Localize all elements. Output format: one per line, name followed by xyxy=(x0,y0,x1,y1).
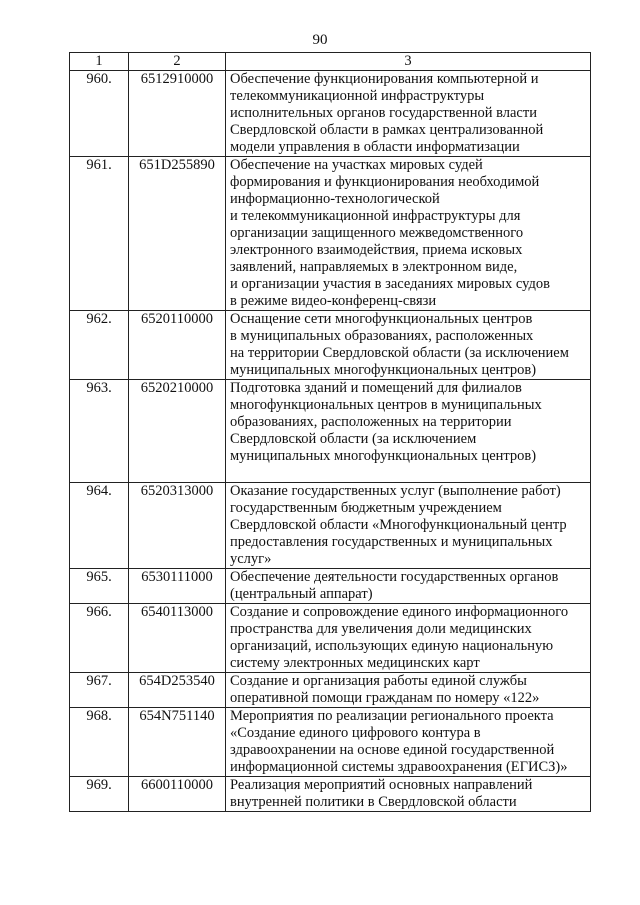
description-line: (центральный аппарат) xyxy=(230,586,373,602)
description-line: в режиме видео-конференц-связи xyxy=(230,293,437,309)
row-description xyxy=(226,157,591,311)
description-line: Оказание государственных услуг (выполнение работ) xyxy=(230,483,561,499)
row-number: 960. xyxy=(70,71,129,157)
description-line: оперативной помощи гражданам по номеру «122» xyxy=(230,690,540,706)
description-line: информационной системы здравоохранения (ЕГИСЗ)» xyxy=(230,759,568,775)
row-code: 6520210000 xyxy=(129,380,226,483)
description-line: Свердловской области «Многофункциональный центр xyxy=(230,517,567,533)
description-line: информационно-технологической xyxy=(230,191,440,207)
description-line: «Создание единого цифрового контура в xyxy=(230,725,481,741)
description-line: Мероприятия по реализации регионального проекта xyxy=(230,708,554,724)
row-number: 963. xyxy=(70,380,129,483)
description-line: Подготовка зданий и помещений для филиалов xyxy=(230,380,522,396)
table-row xyxy=(70,708,591,777)
description-line: услуг» xyxy=(230,551,272,567)
row-number: 967. xyxy=(70,673,129,708)
description-line: пространства для увеличения доли медицинских xyxy=(230,621,532,637)
description-line: Обеспечение деятельности государственных органов xyxy=(230,569,559,585)
column-header-description: 3 xyxy=(226,53,591,71)
table-row xyxy=(70,569,591,604)
row-description xyxy=(226,380,591,483)
row-number: 965. xyxy=(70,569,129,604)
row-number: 964. xyxy=(70,483,129,569)
description-line: муниципальных многофункциональных центров) xyxy=(230,362,537,378)
row-description xyxy=(226,71,591,157)
description-line: Реализация мероприятий основных направлений xyxy=(230,777,533,793)
description-line: формирования и функционирования необходимой xyxy=(230,174,540,190)
table-row xyxy=(70,380,591,483)
description-line: Обеспечение на участках мировых судей xyxy=(230,157,483,173)
table-row xyxy=(70,483,591,569)
page-number: 90 xyxy=(312,32,328,48)
row-description xyxy=(226,777,591,812)
description-line xyxy=(230,465,586,482)
description-line: на территории Свердловской области (за исключением xyxy=(230,345,569,361)
description-line: электронного взаимодействия, приема исковых xyxy=(230,242,523,258)
row-code: 6600110000 xyxy=(129,777,226,812)
description-line: Оснащение сети многофункциональных центров xyxy=(230,311,533,327)
row-description xyxy=(226,604,591,673)
description-line: в муниципальных образованиях, расположенных xyxy=(230,328,534,344)
description-line: систему электронных медицинских карт xyxy=(230,655,480,671)
row-description xyxy=(226,673,591,708)
row-description xyxy=(226,483,591,569)
description-line: модели управления в области информатизации xyxy=(230,139,520,155)
description-line: многофункциональных центров в муниципальных xyxy=(230,397,542,413)
description-line: государственным бюджетным учреждением xyxy=(230,500,502,516)
table-row xyxy=(70,71,591,157)
row-description xyxy=(226,708,591,777)
row-number: 968. xyxy=(70,708,129,777)
row-description xyxy=(226,311,591,380)
row-code: 6512910000 xyxy=(129,71,226,157)
description-line: телекоммуникационной инфраструктуры xyxy=(230,88,485,104)
table-row xyxy=(70,673,591,708)
row-code: 6540113000 xyxy=(129,604,226,673)
description-line: исполнительных органов государственной власти xyxy=(230,105,537,121)
description-line: Создание и сопровождение единого информационного xyxy=(230,604,569,620)
description-line: заявлений, направляемых в электронном виде, xyxy=(230,259,518,275)
description-line: муниципальных многофункциональных центров) xyxy=(230,448,537,464)
row-code: 651D255890 xyxy=(129,157,226,311)
row-code: 6530111000 xyxy=(129,569,226,604)
table-row xyxy=(70,157,591,311)
row-number: 966. xyxy=(70,604,129,673)
description-line: Обеспечение функционирования компьютерной и xyxy=(230,71,539,87)
budget-codes-table xyxy=(69,52,591,812)
row-description xyxy=(226,569,591,604)
description-line: Свердловской области в рамках централизованной xyxy=(230,122,544,138)
row-code: 654N751140 xyxy=(129,708,226,777)
row-code: 6520110000 xyxy=(129,311,226,380)
description-line: предоставления государственных и муниципальных xyxy=(230,534,553,550)
table-header-row xyxy=(70,53,591,71)
description-line: внутренней политики в Свердловской области xyxy=(230,794,517,810)
description-line: и телекоммуникационной инфраструктуры для xyxy=(230,208,521,224)
column-header-code: 2 xyxy=(129,53,226,71)
column-header-number: 1 xyxy=(70,53,129,71)
row-number: 961. xyxy=(70,157,129,311)
description-line: организации защищенного межведомственного xyxy=(230,225,524,241)
row-number: 969. xyxy=(70,777,129,812)
description-line: организаций, использующих единую национальную xyxy=(230,638,554,654)
table-row xyxy=(70,777,591,812)
row-code: 654D253540 xyxy=(129,673,226,708)
description-line: образованиях, расположенных на территории xyxy=(230,414,512,430)
description-line: Свердловской области (за исключением xyxy=(230,431,477,447)
table-body xyxy=(70,71,591,812)
description-line: здравоохранении на основе единой государственной xyxy=(230,742,555,758)
description-line: и организации участия в заседаниях мировых судов xyxy=(230,276,550,292)
table-row xyxy=(70,311,591,380)
row-number: 962. xyxy=(70,311,129,380)
table-row xyxy=(70,604,591,673)
description-line: Создание и организация работы единой службы xyxy=(230,673,527,689)
row-code: 6520313000 xyxy=(129,483,226,569)
